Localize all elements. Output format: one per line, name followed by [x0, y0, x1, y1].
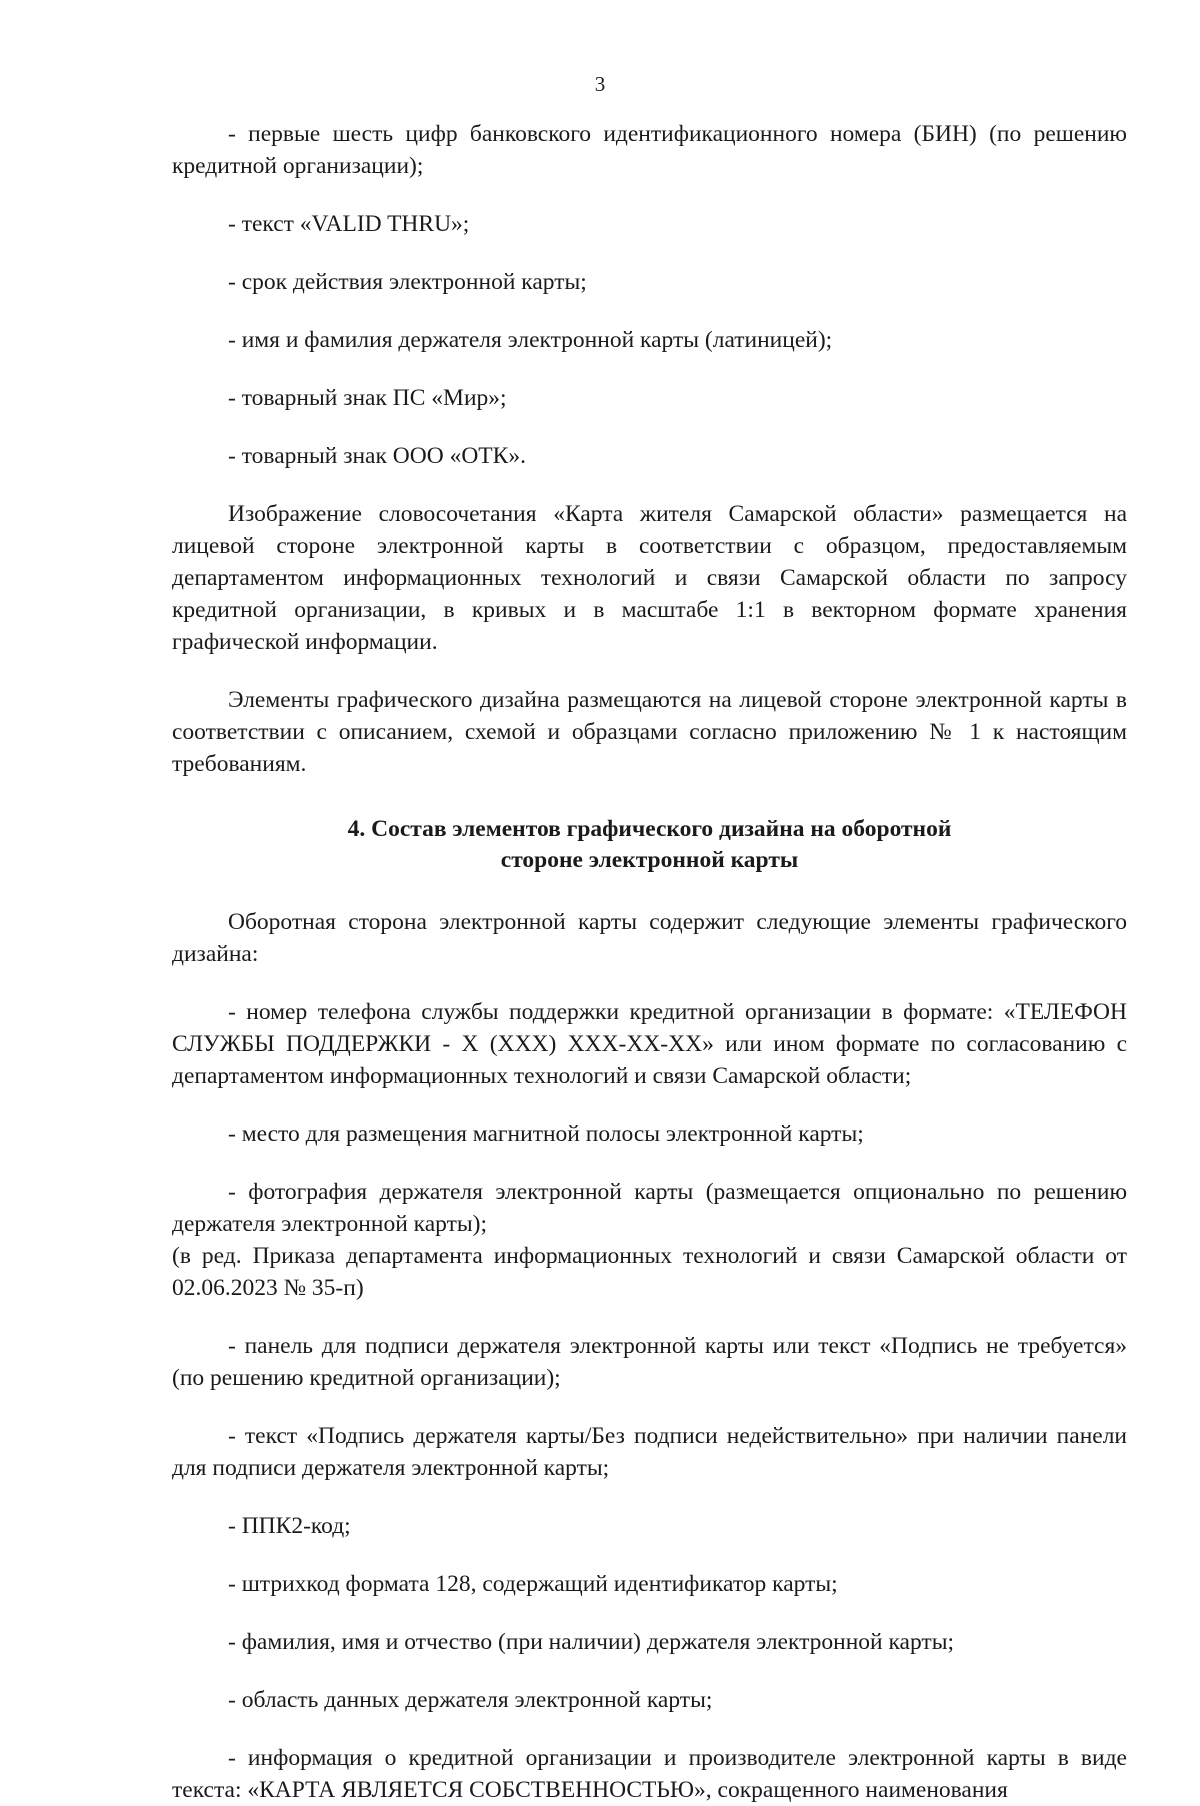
list-item: - текст «VALID THRU»; — [228, 211, 470, 237]
list-item: - имя и фамилия держателя электронной карты (латиницей); — [228, 327, 833, 353]
list-item: - информация о кредитной организации и производителе электронной карты в виде текста: «КАРТА ЯВЛЯЕТСЯ СОБСТВЕННОСТЬЮ», сокращенного наименования — [172, 1745, 1127, 1803]
paragraph-image-placement: Изображение словосочетания «Карта жителя Самарской области» размещается на лицевой стороне электронной карты в соответствии с образцом, предоставляемым департаментом информационных технологий и связи Самарской области по запросу кредитной организации, в кривых и в масштабе 1:1 в векторном формате хранения графической информации. — [172, 501, 1127, 655]
page-number: 3 — [594, 72, 606, 96]
list-item: - номер телефона службы поддержки кредитной организации в формате: «ТЕЛЕФОН СЛУЖБЫ ПОДДЕРЖКИ - Х (ХХХ) ХХХ-ХХ-ХХ» или ином формате по согласованию с департаментом информационных технологий и связи Самарской области; — [172, 999, 1127, 1089]
list-item: - панель для подписи держателя электронной карты или текст «Подпись не требуется» (по решению кредитной организации); — [172, 1333, 1127, 1391]
section-heading-line2: стороне электронной карты — [500, 847, 799, 873]
amendment-note: (в ред. Приказа департамента информационных технологий и связи Самарской области от 02.06.2023 № 35-п) — [172, 1243, 1127, 1301]
list-item: - фамилия, имя и отчество (при наличии) держателя электронной карты; — [228, 1629, 955, 1655]
paragraph-back-side: Оборотная сторона электронной карты содержит следующие элементы графического дизайна: — [172, 909, 1127, 967]
list-item: - текст «Подпись держателя карты/Без подписи недействительно» при наличии панели для подписи держателя электронной карты; — [172, 1423, 1127, 1481]
list-item: - штрихкод формата 128, содержащий идентификатор карты; — [228, 1571, 838, 1597]
section-heading-line1: 4. Состав элементов графического дизайна на оборотной — [347, 816, 952, 842]
list-item: - первые шесть цифр банковского идентификационного номера (БИН) (по решению кредитной организации); — [172, 121, 1127, 179]
document-body — [172, 118, 1127, 1806]
list-item: - место для размещения магнитной полосы электронной карты; — [228, 1121, 864, 1147]
section-heading — [172, 814, 1127, 876]
list-item: - фотография держателя электронной карты (размещается опционально по решению держателя электронной карты); — [172, 1179, 1127, 1237]
list-item: - ППК2-код; — [228, 1513, 351, 1539]
list-item: - товарный знак ПС «Мир»; — [228, 385, 507, 411]
list-item: - срок действия электронной карты; — [228, 269, 587, 295]
list-item: - область данных держателя электронной карты; — [228, 1687, 713, 1713]
paragraph-design-elements: Элементы графического дизайна размещаются на лицевой стороне электронной карты в соответствии с описанием, схемой и образцами согласно приложению № 1 к настоящим требованиям. — [172, 687, 1127, 777]
list-item: - товарный знак ООО «ОТК». — [228, 443, 526, 469]
